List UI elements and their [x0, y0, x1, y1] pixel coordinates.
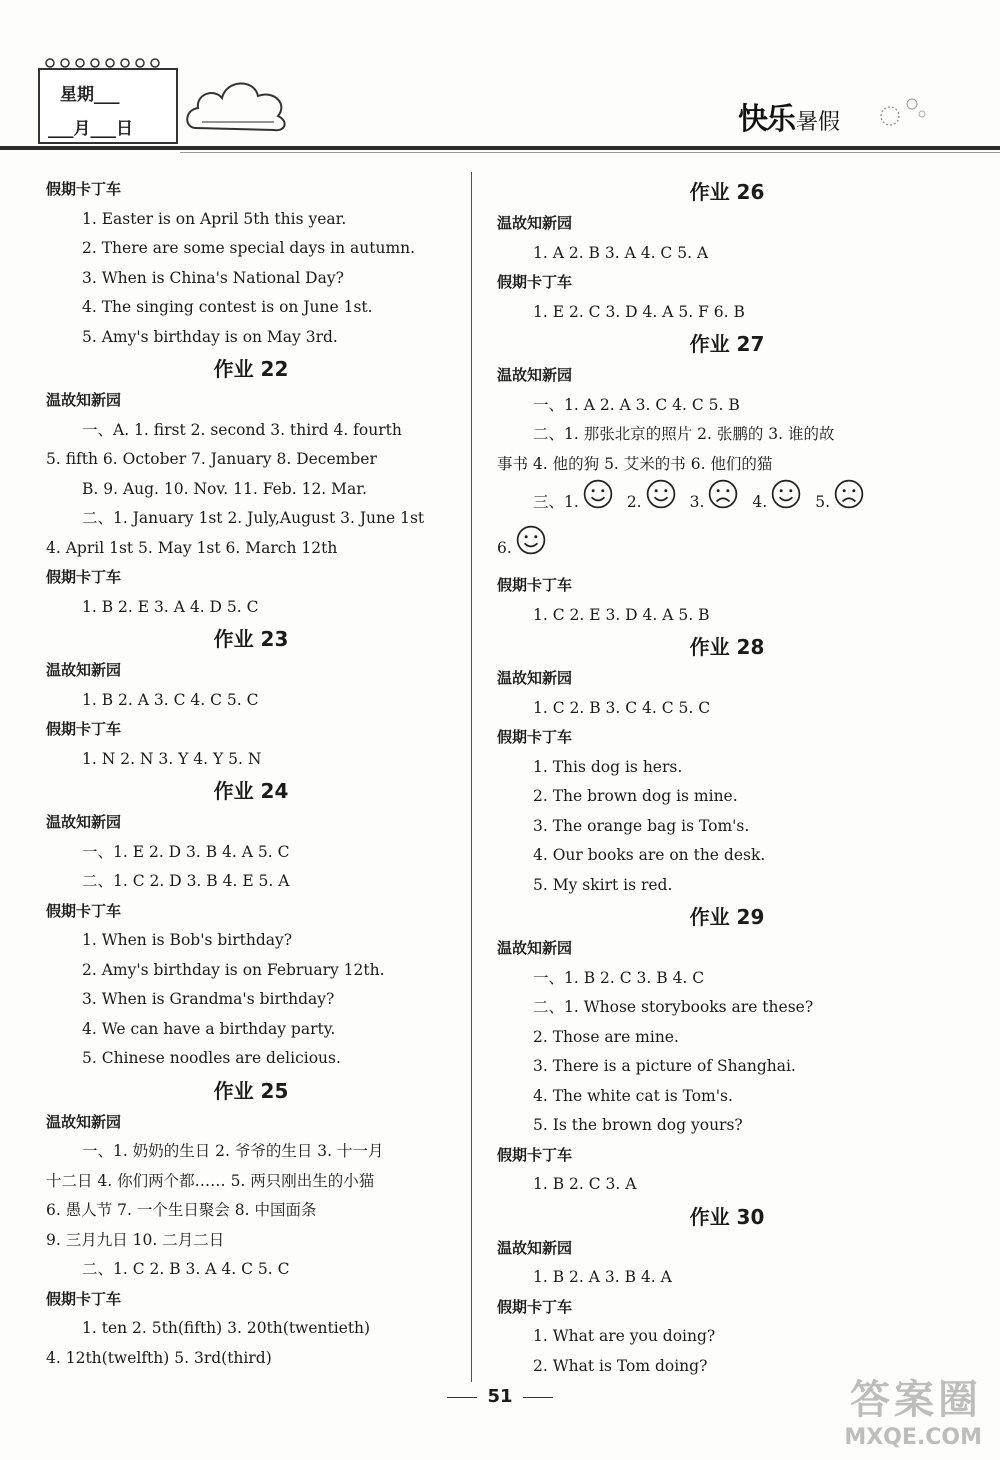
answer-line: 4. The white cat is Tom's.: [533, 1086, 733, 1105]
section-label-card: 假期卡丁车: [46, 720, 122, 738]
happy-face-icon: [516, 525, 546, 573]
answer-line: 3. The orange bag is Tom's.: [533, 816, 750, 835]
section-label-review: 温故知新园: [46, 1112, 122, 1131]
date-label: ___月___日: [48, 119, 133, 139]
answer-line: 1. When is Bob's birthday?: [82, 931, 293, 949]
answer-line: 6. 愚人节 7. 一个生日聚会 8. 中国面条: [46, 1201, 317, 1219]
happy-face-icon: [646, 479, 676, 527]
answer-line: 2. Amy's birthday is on February 12th.: [82, 960, 385, 979]
answer-line: 4. Our books are on the desk.: [533, 846, 766, 864]
section-label-review: 温故知新园: [497, 669, 573, 687]
answer-line: 1. B 2. C 3. A: [533, 1175, 637, 1193]
section-label-card: 假期卡丁车: [46, 1289, 122, 1308]
face-num: 3.: [689, 493, 705, 511]
answer-line: 1. B 2. E 3. A 4. D 5. C: [82, 597, 259, 616]
answer-line: 二、1. January 1st 2. July,August 3. June 1st: [82, 509, 425, 527]
page-header: [0, 0, 1000, 160]
answer-line: 二、1. Whose storybooks are these?: [533, 998, 814, 1016]
answer-line: 1. N 2. N 3. Y 4. Y 5. N: [82, 749, 262, 768]
sad-face-icon: [834, 479, 864, 527]
brand-logo: [738, 94, 840, 138]
answer-line: 3. There is a picture of Shanghai.: [533, 1057, 796, 1075]
section-label-card: 假期卡丁车: [497, 576, 573, 594]
homework-title-24: 作业 24: [213, 779, 289, 803]
answer-line: 4. The singing contest is on June 1st.: [82, 298, 373, 316]
answer-line: 1. What are you doing?: [533, 1327, 716, 1345]
weekday-label: 星期___: [60, 85, 120, 105]
answer-line: 5. Chinese noodles are delicious.: [82, 1049, 341, 1067]
calendar-box: [38, 68, 178, 144]
answer-line: 二、1. C 2. B 3. A 4. C 5. C: [82, 1260, 290, 1278]
homework-title-28: 作业 28: [689, 635, 765, 659]
brand-sub: 暑假: [796, 110, 841, 135]
face-prefix: 三、: [533, 493, 565, 511]
homework-title-25: 作业 25: [213, 1078, 289, 1103]
watermark-text: 答案圈: [850, 1377, 982, 1423]
answer-line: 2. There are some special days in autumn.: [82, 239, 416, 257]
answer-line: 5. My skirt is red.: [533, 875, 673, 894]
brand-main: 快乐: [738, 102, 794, 137]
answer-line: 二、1. C 2. D 3. B 4. E 5. A: [82, 872, 290, 890]
answer-line: 9. 三月九日 10. 二月二日: [46, 1230, 225, 1249]
section-label-review: 温故知新园: [46, 661, 122, 679]
answer-line: 3. When is China's National Day?: [82, 268, 344, 287]
face-num: 5.: [815, 493, 830, 511]
face-num: 1.: [564, 493, 579, 511]
page-number-dash: [523, 1397, 553, 1398]
face-answers-row: [497, 525, 957, 571]
section-label-review: 温故知新园: [497, 939, 573, 957]
answer-line: 事书 4. 他的狗 5. 艾米的书 6. 他们的猫: [497, 454, 773, 473]
answer-line: 1. This dog is hers.: [533, 757, 683, 776]
answer-line: 一、1. B 2. C 3. B 4. C: [533, 968, 705, 987]
homework-title-22: 作业 22: [213, 357, 289, 381]
left-column: [46, 175, 456, 1373]
answer-line: 1. B 2. A 3. B 4. A: [533, 1268, 672, 1286]
homework-title-26: 作业 26: [689, 180, 765, 204]
answer-line: 4. April 1st 5. May 1st 6. March 12th: [46, 538, 338, 557]
homework-title-30: 作业 30: [689, 1204, 765, 1229]
answer-line: 1. Easter is on April 5th this year.: [82, 209, 347, 228]
answer-line: 1. C 2. B 3. C 4. C 5. C: [533, 698, 711, 717]
face-answers-row: [497, 479, 957, 525]
answer-line: 一、1. 奶奶的生日 2. 爷爷的生日 3. 十一月: [82, 1142, 384, 1160]
homework-title-27: 作业 27: [689, 332, 765, 356]
right-column: [497, 175, 957, 1381]
answer-line: B. 9. Aug. 10. Nov. 11. Feb. 12. Mar.: [82, 479, 367, 498]
answer-line: 十二日 4. 你们两个都…… 5. 两只刚出生的小猫: [46, 1171, 375, 1190]
section-label-card: 假期卡丁车: [46, 180, 122, 198]
answer-line: 一、1. A 2. A 3. C 4. C 5. B: [533, 395, 740, 414]
section-label-card: 假期卡丁车: [497, 1297, 573, 1316]
homework-title-29: 作业 29: [689, 905, 765, 929]
header-rule: [0, 146, 1000, 150]
section-label-card: 假期卡丁车: [497, 273, 573, 291]
column-divider: [471, 172, 472, 1382]
section-label-card: 假期卡丁车: [497, 1145, 573, 1164]
section-label-review: 温故知新园: [497, 1238, 573, 1257]
answer-line: 二、1. 那张北京的照片 2. 张鹏的 3. 谁的故: [533, 425, 835, 443]
answer-line: 5. Is the brown dog yours?: [533, 1116, 743, 1134]
sad-face-icon: [708, 479, 738, 527]
answer-line: 1. ten 2. 5th(fifth) 3. 20th(twentieth): [82, 1319, 371, 1337]
homework-title-23: 作业 23: [213, 627, 289, 651]
watermark: [844, 1368, 982, 1450]
answer-line: 1. E 2. C 3. D 4. A 5. F 6. B: [533, 302, 745, 321]
answer-line: 1. C 2. E 3. D 4. A 5. B: [533, 605, 710, 624]
answer-line: 2. The brown dog is mine.: [533, 787, 738, 805]
answer-line: 一、A. 1. first 2. second 3. third 4. fourth: [82, 420, 402, 439]
face-num: 6.: [497, 539, 512, 557]
section-label-review: 温故知新园: [497, 214, 573, 232]
answer-line: 一、1. E 2. D 3. B 4. A 5. C: [82, 842, 290, 861]
answer-line: 4. 12th(twelfth) 5. 3rd(third): [46, 1348, 272, 1367]
section-label-card: 假期卡丁车: [46, 901, 122, 920]
answer-line: 2. Those are mine.: [533, 1027, 679, 1046]
section-label-review: 温故知新园: [46, 813, 122, 831]
answer-line: 2. What is Tom doing?: [533, 1356, 708, 1375]
sun-decoration-icon: [868, 92, 928, 132]
answer-line: 1. B 2. A 3. C 4. C 5. C: [82, 690, 259, 709]
cloud-icon: [182, 72, 292, 138]
answer-line: 5. Amy's birthday is on May 3rd.: [82, 327, 338, 346]
answer-line: 4. We can have a birthday party.: [82, 1019, 336, 1038]
answer-line: 1. A 2. B 3. A 4. C 5. A: [533, 243, 709, 262]
happy-face-icon: [771, 479, 801, 527]
answer-line: 3. When is Grandma's birthday?: [82, 990, 335, 1008]
face-num: 2.: [626, 493, 642, 511]
section-label-card: 假期卡丁车: [46, 568, 122, 586]
section-label-review: 温故知新园: [46, 391, 122, 409]
watermark-url: MXQE.COM: [844, 1425, 982, 1450]
answer-line: 5. fifth 6. October 7. January 8. December: [46, 450, 377, 468]
section-label-card: 假期卡丁车: [497, 728, 573, 746]
face-num: 4.: [752, 493, 768, 511]
happy-face-icon: [583, 479, 613, 527]
section-label-review: 温故知新园: [497, 366, 573, 384]
header-rule-thin: [180, 152, 1000, 153]
page-number-text: 51: [487, 1386, 513, 1407]
page-number-dash: [447, 1397, 477, 1398]
